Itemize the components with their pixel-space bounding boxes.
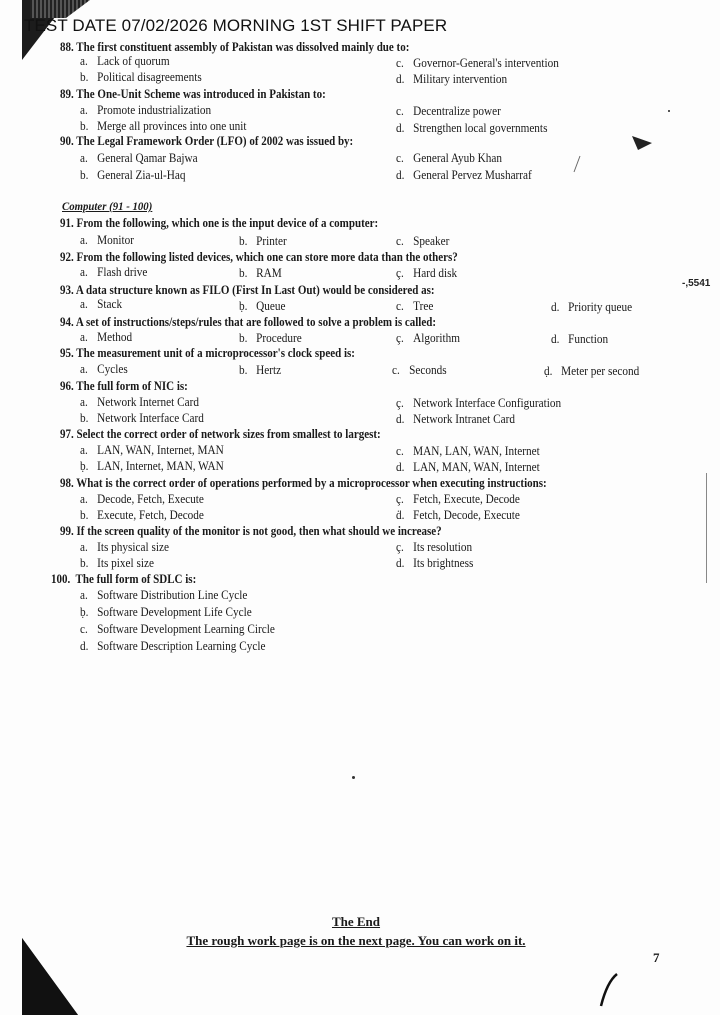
option-92c: ç. Hard disk (396, 266, 458, 280)
option-93d: d. Priority queue (551, 300, 633, 314)
question-99: 99. If the screen quality of the monitor is not good, then what should we increase? (60, 524, 442, 538)
option-88d: d. Military intervention (396, 72, 508, 86)
option-90c: c. General Ayub Khan (396, 151, 503, 165)
option-100d: d. Software Description Learning Cycle (80, 639, 266, 653)
option-95a: a. Cycles (80, 362, 128, 376)
question-94: 94. A set of instructions/steps/rules that are followed to solve a problem is called: (60, 315, 437, 329)
option-90b: b. General Zia-ul-Haq (80, 168, 186, 182)
corner-mark-bottom-left (22, 938, 78, 1015)
option-94a: a. Method (80, 330, 133, 344)
option-92a: a. Flash drive (80, 265, 148, 279)
arrow-mark-icon (630, 134, 654, 152)
option-90d: d. General Pervez Musharraf (396, 168, 532, 182)
option-97c: c. MAN, LAN, WAN, Internet (396, 444, 540, 458)
option-100a: a. Software Distribution Line Cycle (80, 588, 248, 602)
question-93: 93. A data structure known as FILO (First In Last Out) would be considered as: (60, 283, 435, 297)
option-93b: ḅ. Queue (239, 299, 286, 313)
option-91b: b. Printer (239, 234, 287, 248)
dot-mark-2 (668, 110, 670, 112)
option-93a: a. Stack (80, 297, 123, 311)
question-96: 96. The full form of NIC is: (60, 379, 188, 393)
option-100b: ḅ. Software Development Life Cycle (80, 605, 252, 619)
checkmark-pen-stroke (595, 970, 623, 1010)
page-number: 7 (653, 950, 660, 965)
option-97b: ḅ. LAN, Internet, MAN, WAN (80, 459, 224, 473)
question-100: 100. The full form of SDLC is: (51, 572, 197, 586)
option-91c: c. Speaker (396, 234, 450, 248)
option-95b: b. Hertz (239, 363, 282, 377)
handwritten-margin-number: -,5541 (682, 278, 711, 289)
option-99b: b. Its pixel size (80, 556, 154, 570)
end-label: The End (331, 914, 381, 929)
option-94c: ç. Algorithm (396, 331, 460, 345)
option-94d: d. Function (551, 332, 609, 346)
option-100c: c. Software Development Learning Circle (80, 622, 275, 636)
option-88a: a. Lack of quorum (80, 54, 170, 68)
option-99d: d. Its brightness (396, 556, 474, 570)
option-89b: b. Merge all provinces into one unit (80, 119, 247, 133)
option-94b: b. Procedure (239, 331, 302, 345)
option-99a: a. Its physical size (80, 540, 169, 554)
question-90: 90. The Legal Framework Order (LFO) of 2002 was issued by: (60, 134, 354, 148)
option-88b: b. Political disagreements (80, 70, 202, 84)
scan-edge-line (706, 473, 707, 583)
option-98c: ç. Fetch, Execute, Decode (396, 492, 520, 506)
question-89: 89. The One-Unit Scheme was introduced in Pakistan to: (60, 87, 326, 101)
question-91: 91. From the following, which one is the input device of a computer: (60, 216, 379, 230)
option-99c: ç. Its resolution (396, 540, 473, 554)
option-96d: d. Network Intranet Card (396, 412, 515, 426)
option-93c: c. Tree (396, 299, 434, 313)
option-91a: a. Monitor (80, 233, 134, 247)
option-90a: a. General Qamar Bajwa (80, 151, 198, 165)
option-89d: d. Strengthen local governments (396, 121, 548, 135)
option-95c: c. Seconds (392, 363, 447, 377)
question-88: 88. The first constituent assembly of Pakistan was dissolved mainly due to: (60, 40, 410, 54)
question-92: 92. From the following listed devices, which one can store more data than the others? (60, 250, 458, 264)
dot-mark (352, 776, 355, 779)
option-97a: a. LAN, WAN, Internet, MAN (80, 443, 224, 457)
option-89a: a. Promote industrialization (80, 103, 212, 117)
section-heading-computer: Computer (91 - 100) (62, 199, 153, 213)
option-96c: ç. Network Interface Configuration (396, 396, 562, 410)
question-95: 95. The measurement unit of a microprocessor's clock speed is: (60, 346, 355, 360)
option-98d: ḋ. Fetch, Decode, Execute (396, 508, 520, 522)
option-95d: ḍ. Meter per second (544, 364, 640, 378)
option-97d: d. LAN, MAN, WAN, Internet (396, 460, 540, 474)
option-96a: a. Network Internet Card (80, 395, 199, 409)
option-89c: c. Decentralize power (396, 104, 501, 118)
option-88c: c. Governor-General's intervention (396, 56, 559, 70)
question-98: 98. What is the correct order of operations performed by a microprocessor when executing instructions: (60, 476, 547, 490)
option-96b: b. Network Interface Card (80, 411, 204, 425)
pen-stroke-mark (572, 155, 582, 173)
rough-work-note: The rough work page is on the next page. You can work on it. (186, 933, 526, 948)
question-97: 97. Select the correct order of network sizes from smallest to largest: (60, 427, 381, 441)
option-98b: b. Execute, Fetch, Decode (80, 508, 204, 522)
paper-title: TEST DATE 07/02/2026 MORNING 1ST SHIFT PAPER (24, 16, 448, 35)
option-98a: a. Decode, Fetch, Execute (80, 492, 204, 506)
option-92b: b. RAM (239, 266, 282, 280)
